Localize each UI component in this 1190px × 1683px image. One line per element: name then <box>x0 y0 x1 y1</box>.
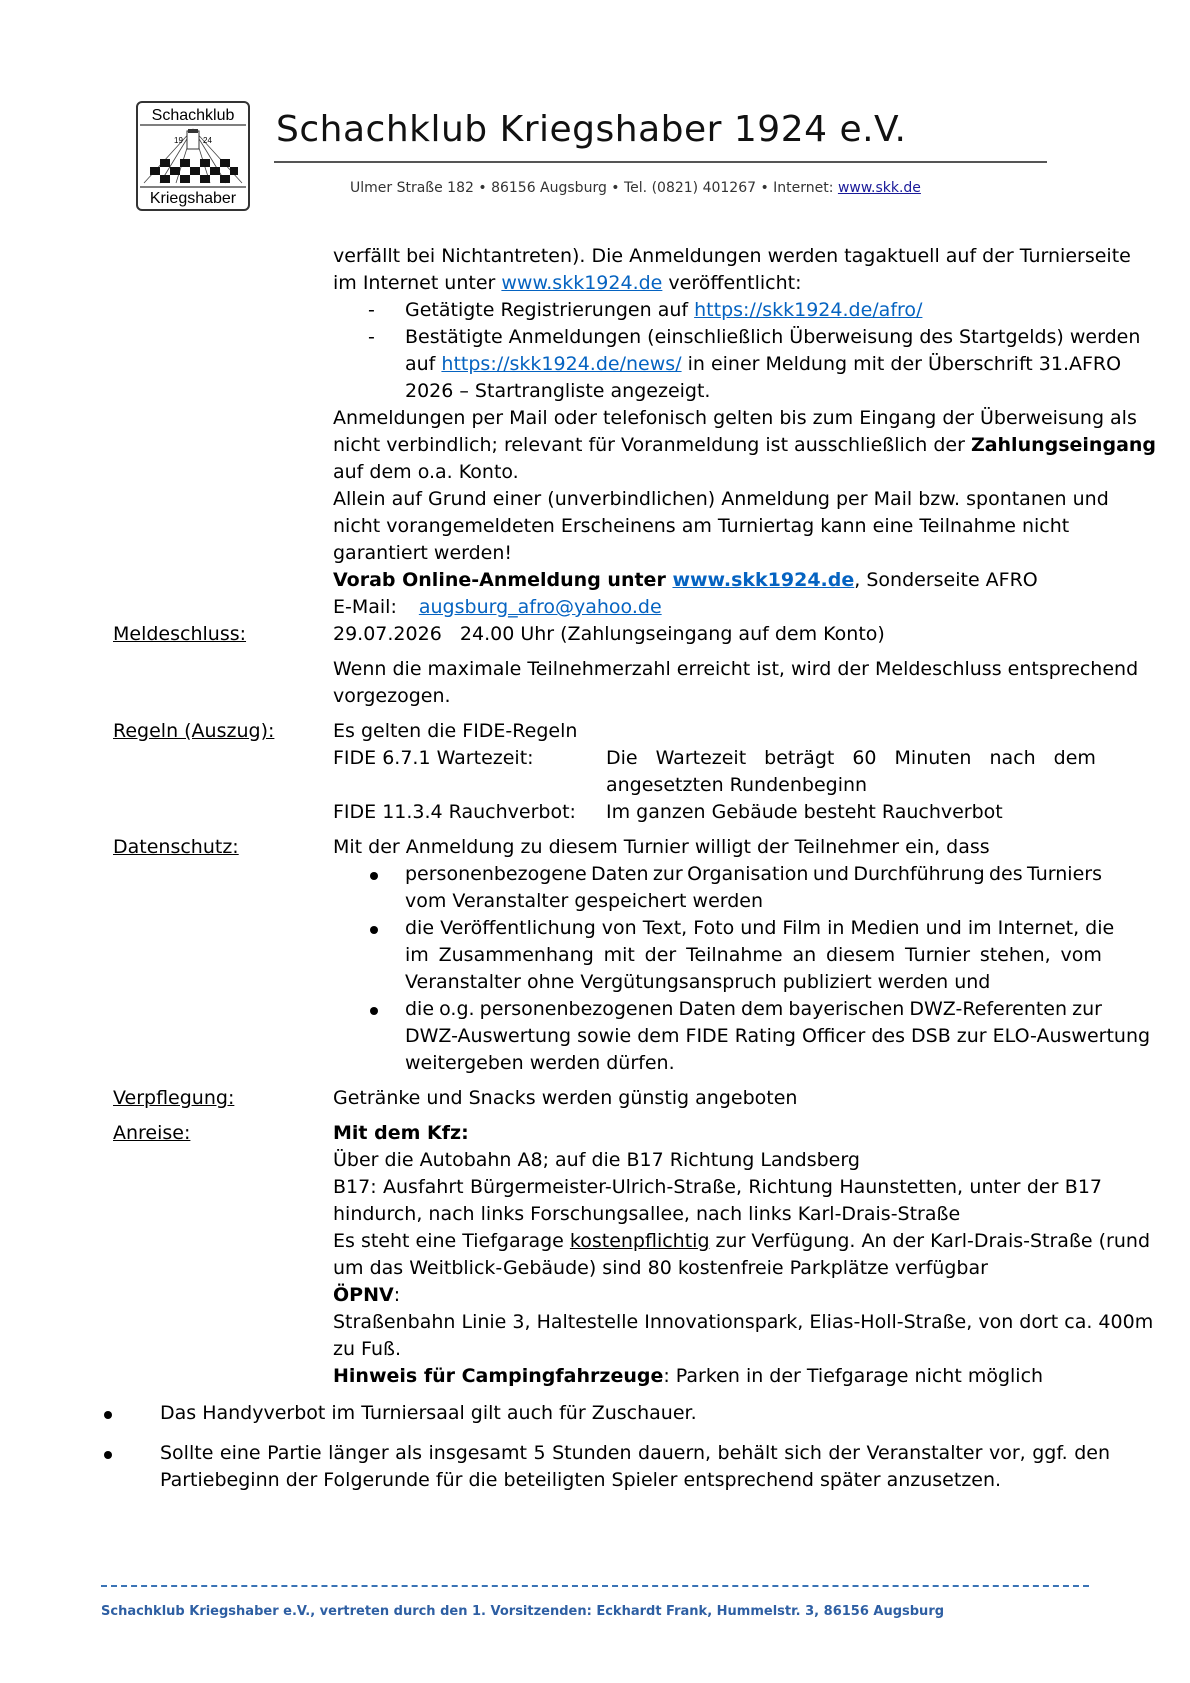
datenschutz-bullet-1-line-1 <box>405 861 1102 888</box>
word: dem <box>741 998 784 1020</box>
guarantee-line-3: garantiert werden! <box>333 542 513 564</box>
meldeschluss-note-2: vorgezogen. <box>333 685 451 707</box>
bullet-icon <box>104 1411 112 1419</box>
word: dauern, <box>638 1442 712 1464</box>
online-link[interactable]: www.skk1924.de <box>672 569 855 591</box>
club-website-link[interactable]: www.skk.de <box>837 180 921 196</box>
datenschutz-bullet-1-line-2: vom Veranstalter gespeichert werden <box>405 890 764 912</box>
datenschutz-bullet-3-line-2: DWZ-Auswertung sowie dem FIDE Rating Officer des DSB zur ELO-Auswertung <box>405 1025 1151 1047</box>
footer-text: Schachklub Kriegshaber e.V., vertreten durch den 1. Vorsitzenden: Eckhardt Frank, Hummelstr. 3, 86156 Augsburg <box>101 1604 945 1619</box>
word: vom <box>1060 944 1102 966</box>
dash-item-registrations <box>405 297 922 324</box>
rule-wartezeit-value <box>606 745 1096 772</box>
word: stehen, <box>979 944 1051 966</box>
anreise-kfz-line-5: um das Weitblick-Gebäude) sind 80 kostenfreie Parkplätze verfügbar <box>333 1257 988 1279</box>
datenschutz-bullet-3-line-3: weitergeben werden dürfen. <box>405 1052 675 1074</box>
word: der <box>1026 1176 1059 1198</box>
datenschutz-bullet-2-line-2 <box>405 942 1102 969</box>
verpflegung-text: Getränke und Snacks werden günstig angeboten <box>333 1087 798 1109</box>
email-link[interactable]: augsburg_afro@yahoo.de <box>418 596 662 618</box>
payment-line-3: auf dem o.a. Konto. <box>333 461 519 483</box>
anreise-opnv-line-1: Straßenbahn Linie 3, Haltestelle Innovationspark, Elias-Holl-Straße, von dort ca. 400m <box>333 1311 1154 1333</box>
word: den <box>1074 1442 1110 1464</box>
word: zur <box>1072 998 1102 1020</box>
dash-item-confirmed-line-3: 2026 – Startrangliste angezeigt. <box>405 380 711 402</box>
word: Turnier <box>904 944 970 966</box>
bullet-icon <box>370 872 378 880</box>
word: Sollte <box>160 1442 214 1464</box>
datenschutz-intro: Mit der Anmeldung zu diesem Turnier willigt der Teilnehmer ein, dass <box>333 836 990 858</box>
word: eine <box>219 1442 261 1464</box>
bullet-icon <box>370 1007 378 1015</box>
word: Turniers <box>1027 863 1102 885</box>
club-title: Schachklub Kriegshaber 1924 e.V. <box>276 109 907 150</box>
bullet-icon <box>104 1451 112 1459</box>
anreise-camping-note <box>333 1363 1043 1390</box>
payment-line-2 <box>333 432 1156 459</box>
email-label: E-Mail: <box>333 596 397 618</box>
address-text: Ulmer Straße 182 • 86156 Augsburg • Tel. (0821) 401267 • Internet: <box>350 180 838 196</box>
word: länger <box>328 1442 389 1464</box>
word: nach <box>989 747 1036 769</box>
word: unter <box>969 1176 1021 1198</box>
anreise-underlined: kostenpflichtig <box>569 1230 710 1252</box>
word: Stunden <box>552 1442 632 1464</box>
word: sich <box>784 1442 822 1464</box>
dash-marker: - <box>368 299 375 321</box>
opnv-bold: ÖPNV <box>333 1284 394 1306</box>
dash-item-text: auf <box>405 353 442 375</box>
word: B17 <box>1064 1176 1102 1198</box>
word: Die <box>606 747 638 769</box>
word: beträgt <box>764 747 835 769</box>
word: und <box>812 863 849 885</box>
word: Richtung <box>748 1176 833 1198</box>
meldeschluss-label: Meldeschluss: <box>113 623 247 645</box>
word: ggf. <box>1032 1442 1068 1464</box>
dash-item-text: in einer Meldung mit der Überschrift 31.AFRO <box>681 353 1122 375</box>
logo-bottom-text: Kriegshaber <box>149 190 237 207</box>
anreise-text: zur Verfügung. An der Karl-Drais-Straße (rund <box>709 1230 1151 1252</box>
skk1924-link[interactable]: www.skk1924.de <box>501 272 663 294</box>
rule-wartezeit-key: FIDE 6.7.1 Wartezeit: <box>333 747 534 769</box>
payment-bold: Zahlungseingang <box>970 434 1157 456</box>
word: der <box>644 944 677 966</box>
word: Ausfahrt <box>383 1176 464 1198</box>
word: der <box>828 1442 860 1464</box>
word: o.g. <box>439 998 475 1020</box>
word: Teilnahme <box>686 944 783 966</box>
afro-link[interactable]: https://skk1924.de/afro/ <box>694 299 923 321</box>
registration-line-1: verfällt bei Nichtantreten). Die Anmeldungen werden tagaktuell auf der Turnierseite <box>333 245 1131 267</box>
logo-year-left: 19 <box>174 136 183 145</box>
datenschutz-label: Datenschutz: <box>113 836 239 858</box>
camping-bold: Hinweis für Campingfahrzeuge <box>333 1365 664 1387</box>
dash-item-confirmed-line-2 <box>405 351 1121 378</box>
anreise-opnv-heading <box>333 1282 400 1309</box>
anreise-opnv-line-2: zu Fuß. <box>333 1338 401 1360</box>
word: im <box>405 944 429 966</box>
regeln-label: Regeln (Auszug): <box>113 720 275 742</box>
word: B17: <box>333 1176 377 1198</box>
word: als <box>395 1442 422 1464</box>
datenschutz-bullet-2-line-1: die Veröffentlichung von Text, Foto und Film in Medien und im Internet, die <box>405 917 1115 939</box>
note-handyverbot: Das Handyverbot im Turniersaal gilt auch für Zuschauer. <box>160 1402 697 1424</box>
note-partie-line-2: Partiebeginn der Folgerunde für die beteiligten Spieler entsprechend später anzusetzen. <box>160 1469 1002 1491</box>
registration-text: veröffentlicht: <box>662 272 802 294</box>
word: Zusammenhang <box>438 944 594 966</box>
anreise-kfz-line-3: hindurch, nach links Forschungsallee, nach links Karl-Drais-Straße <box>333 1203 961 1225</box>
word: DWZ-Referenten <box>909 998 1068 1020</box>
word: insgesamt <box>428 1442 527 1464</box>
club-address <box>350 180 921 196</box>
chess-logo-icon <box>138 103 248 209</box>
online-bold: Vorab Online-Anmeldung unter <box>333 569 673 591</box>
anreise-kfz-line-1: Über die Autobahn A8; auf die B17 Richtung Landsberg <box>333 1149 860 1171</box>
word: Minuten <box>894 747 972 769</box>
footer-divider <box>101 1585 1089 1587</box>
club-logo <box>136 101 250 211</box>
opnv-colon: : <box>393 1284 401 1306</box>
word: Daten <box>591 863 649 885</box>
camping-rest: : Parken in der Tiefgarage nicht möglich <box>663 1365 1044 1387</box>
logo-top-text: Schachklub <box>151 107 235 124</box>
word: Daten <box>678 998 736 1020</box>
online-rest: , Sonderseite AFRO <box>854 569 1038 591</box>
word: 5 <box>533 1442 546 1464</box>
word: Durchführung <box>853 863 985 885</box>
word: dem <box>1053 747 1096 769</box>
word: Bürgermeister-Ulrich-Straße, <box>469 1176 742 1198</box>
word: mit <box>603 944 635 966</box>
word: behält <box>717 1442 778 1464</box>
rule-rauchverbot-value: Im ganzen Gebäude besteht Rauchverbot <box>606 801 1003 823</box>
word: 60 <box>852 747 877 769</box>
guarantee-line-1: Allein auf Grund einer (unverbindlichen) Anmeldung per Mail bzw. spontanen und <box>333 488 1109 510</box>
word: zur <box>652 863 683 885</box>
meldeschluss-note-1: Wenn die maximale Teilnehmerzahl erreicht ist, wird der Meldeschluss entsprechend <box>333 658 1139 680</box>
word: des <box>989 863 1023 885</box>
anreise-kfz-heading: Mit dem Kfz: <box>333 1122 469 1144</box>
registration-text: im Internet unter <box>333 272 502 294</box>
anreise-label: Anreise: <box>113 1122 191 1144</box>
word: die <box>405 998 435 1020</box>
word: Partie <box>267 1442 322 1464</box>
verpflegung-label: Verpflegung: <box>113 1087 235 1109</box>
datenschutz-bullet-2-line-3: Veranstalter ohne Vergütungsanspruch publiziert werden und <box>405 971 991 993</box>
anreise-text: Es steht eine Tiefgarage <box>333 1230 570 1252</box>
datenschutz-bullet-3-line-1 <box>405 996 1102 1023</box>
word: personenbezogene <box>405 863 587 885</box>
word: Wartezeit <box>655 747 747 769</box>
news-link[interactable]: https://skk1924.de/news/ <box>441 353 682 375</box>
bullet-icon <box>370 926 378 934</box>
word: diesem <box>825 944 896 966</box>
word: Organisation <box>687 863 809 885</box>
payment-text: nicht verbindlich; relevant für Voranmeldung ist ausschließlich der <box>333 434 971 456</box>
dash-marker: - <box>368 326 375 348</box>
meldeschluss-date: 29.07.2026 24.00 Uhr (Zahlungseingang auf dem Konto) <box>333 623 885 645</box>
anreise-kfz-line-2 <box>333 1174 1102 1201</box>
logo-year-right: 24 <box>203 136 212 145</box>
regeln-intro: Es gelten die FIDE-Regeln <box>333 720 578 742</box>
online-registration-line <box>333 567 1038 594</box>
word: Veranstalter <box>866 1442 983 1464</box>
rule-wartezeit-value-2: angesetzten Rundenbeginn <box>606 774 868 796</box>
dash-item-confirmed-line-1: Bestätigte Anmeldungen (einschließlich Überweisung des Startgelds) werden <box>405 326 1141 348</box>
word: an <box>792 944 817 966</box>
word: personenbezogenen <box>479 998 674 1020</box>
payment-line-1: Anmeldungen per Mail oder telefonisch gelten bis zum Eingang der Überweisung als <box>333 407 1137 429</box>
word: bayerischen <box>788 998 905 1020</box>
rule-rauchverbot-key: FIDE 11.3.4 Rauchverbot: <box>333 801 576 823</box>
word: Haunstetten, <box>839 1176 964 1198</box>
anreise-kfz-line-4 <box>333 1228 1150 1255</box>
registration-line-2 <box>333 270 802 297</box>
dash-item-text: Getätigte Registrierungen auf <box>405 299 695 321</box>
note-partie-line-1 <box>160 1440 1110 1467</box>
email-line <box>333 594 662 621</box>
word: vor, <box>988 1442 1026 1464</box>
header-rule <box>274 161 1047 163</box>
guarantee-line-2: nicht vorangemeldeten Erscheinens am Turniertag kann eine Teilnahme nicht <box>333 515 1070 537</box>
